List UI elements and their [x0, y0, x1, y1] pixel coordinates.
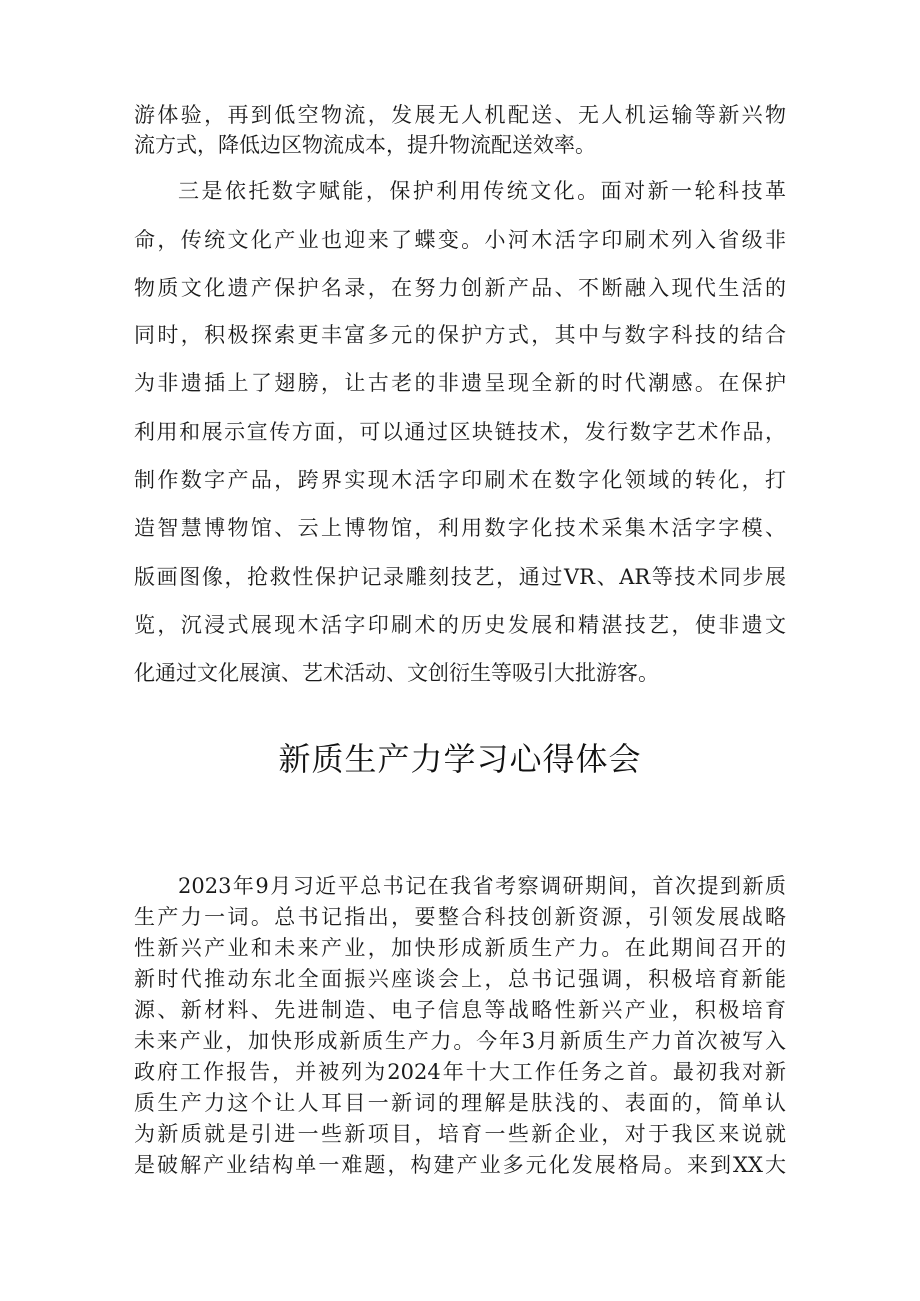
- paragraph-line: 同时，积极探索更丰富多元的保护方式，其中与数字科技的结合: [134, 323, 786, 347]
- paragraph-line: 制作数字产品，跨界实现木活字印刷术在数字化领域的转化，打: [134, 468, 786, 492]
- paragraph-line: 新时代推动东北全面振兴座谈会上，总书记强调，积极培育新能: [134, 967, 786, 991]
- paragraph-line: 版画图像，抢救性保护记录雕刻技艺，通过VR、AR等技术同步展: [134, 565, 786, 589]
- paragraph-line: 为非遗插上了翅膀，让古老的非遗呈现全新的时代潮感。在保护: [134, 371, 786, 395]
- paragraph-line: 源、新材料、先进制造、电子信息等战略性新兴产业，积极培育: [134, 998, 786, 1022]
- paragraph-line: 化通过文化展演、艺术活动、文创衍生等吸引大批游客。: [134, 661, 659, 685]
- paragraph-line: 2023年9月习近平总书记在我省考察调研期间，首次提到新质: [178, 874, 786, 898]
- paragraph-line: 政府工作报告，并被列为2024年十大工作任务之首。最初我对新: [134, 1060, 786, 1084]
- paragraph-line: 三是依托数字赋能，保护利用传统文化。面对新一轮科技革: [178, 179, 786, 203]
- paragraph-line: 生产力一词。总书记指出，要整合科技创新资源，引领发展战略: [134, 905, 786, 929]
- paragraph-line: 未来产业，加快形成新质生产力。今年3月新质生产力首次被写入: [134, 1029, 786, 1053]
- paragraph-line: 流方式，降低边区物流成本，提升物流配送效率。: [134, 133, 596, 157]
- paragraph-line: 性新兴产业和未来产业，加快形成新质生产力。在此期间召开的: [134, 936, 786, 960]
- section-title: 新质生产力学习心得体会: [278, 740, 642, 778]
- paragraph-line: 命，传统文化产业也迎来了蝶变。小河木活字印刷术列入省级非: [134, 228, 786, 252]
- paragraph-line: 游体验，再到低空物流，发展无人机配送、无人机运输等新兴物: [134, 103, 786, 127]
- paragraph-line: 是破解产业结构单一难题，构建产业多元化发展格局。来到XX大: [134, 1153, 786, 1177]
- paragraph-line: 质生产力这个让人耳目一新词的理解是肤浅的、表面的，简单认: [134, 1091, 786, 1115]
- paragraph-line: 造智慧博物馆、云上博物馆，利用数字化技术采集木活字字模、: [134, 516, 786, 540]
- paragraph-line: 物质文化遗产保护名录，在努力创新产品、不断融入现代生活的: [134, 276, 786, 300]
- paragraph-line: 为新质就是引进一些新项目，培育一些新企业，对于我区来说就: [134, 1122, 786, 1146]
- paragraph-line: 利用和展示宣传方面，可以通过区块链技术，发行数字艺术作品，: [134, 420, 786, 444]
- paragraph-line: 览，沉浸式展现木活字印刷术的历史发展和精湛技艺，使非遗文: [134, 613, 786, 637]
